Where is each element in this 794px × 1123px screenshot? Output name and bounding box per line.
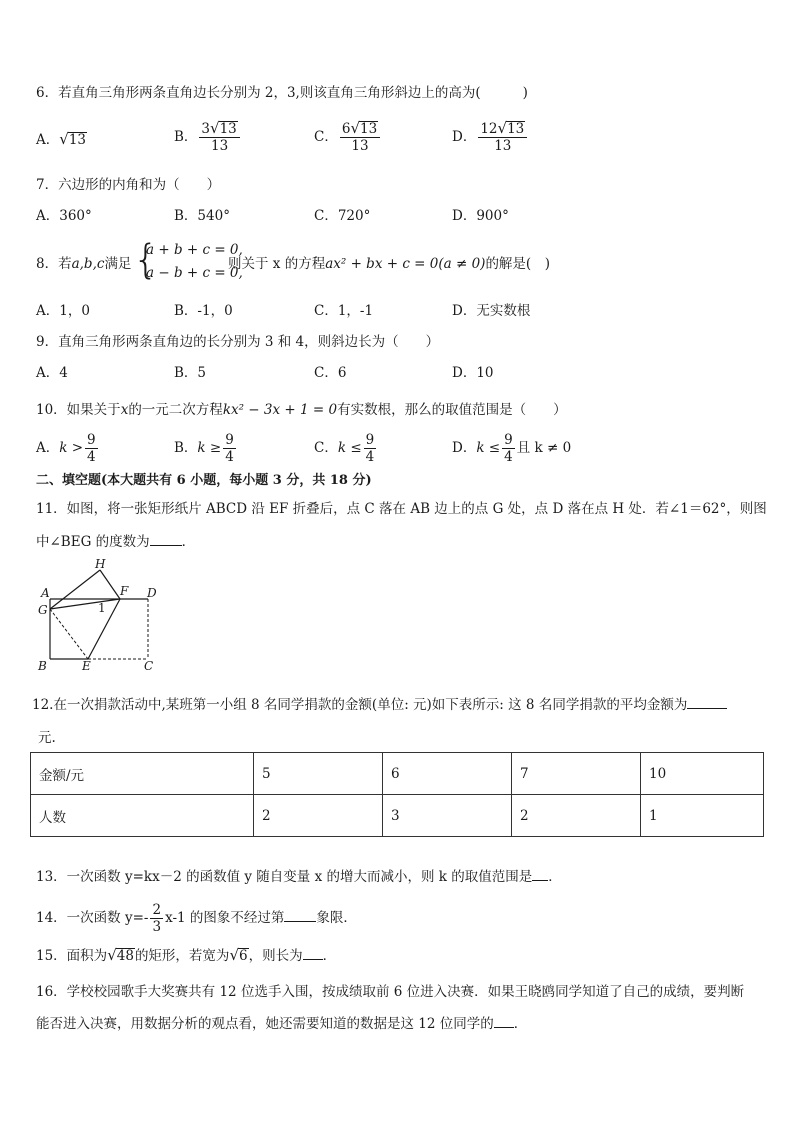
q8-option-c: C．1，-1 (314, 303, 374, 319)
fig-label-1: 1 (98, 601, 106, 615)
fig-edge-ge (50, 609, 88, 659)
q12-line1-text: 12.在一次捐款活动中,某班第一小组 8 名同学捐款的金额(单位: 元)如下表所示: 这 8 名同学捐款的平均金额为 (32, 697, 688, 713)
q6-d-radicand: 13 (507, 121, 525, 137)
q16-line2-text: 能否进入决赛，用数据分析的观点看，她还需要知道的数据是这 12 位同学的 (36, 1016, 494, 1032)
q6-b-radicand: 13 (219, 121, 237, 137)
q10-equation: kx² − 3x + 1 = 0 (222, 402, 338, 418)
q6-a-radicand: 13 (68, 132, 86, 148)
q15-answer-blank (303, 945, 323, 960)
q15-mid: 的矩形，若宽为 (134, 948, 230, 964)
q14-post: x-1 的图象不经过第 (165, 910, 285, 926)
q10-d-den: 4 (504, 449, 513, 465)
q8-eq1: a + b + c = 0, (146, 242, 243, 258)
q14-answer-blank (284, 907, 316, 922)
table-row (31, 753, 764, 795)
q10-option-d (452, 432, 571, 465)
q9-option-c: C．6 (314, 365, 347, 381)
q10-b-den: 4 (225, 449, 234, 465)
q8-brace: { (133, 237, 159, 283)
q16-line1: 16．学校校园歌手大奖赛共有 12 位选手入围，按成绩取前 6 位进入决赛．如果王晓鸥同学知道了自己的成绩，要判断 (36, 984, 745, 1000)
q14-fraction (150, 902, 163, 935)
fig-label-e: E (82, 659, 91, 673)
q6-b-denominator: 13 (211, 138, 229, 154)
q14-num: 2 (152, 902, 162, 918)
q10-d-rel: k ≤ (476, 440, 501, 456)
fig-label-f: F (120, 584, 129, 598)
q8-post1: 则关于 x 的方程 (228, 256, 326, 272)
q13-stem (36, 866, 562, 886)
q13-stem-text: 13．一次函数 y=kx－2 的函数值 y 随自变量 x 的增大而减小，则 k 的取值范围是 (36, 869, 533, 885)
sqrt-symbol: √ (229, 946, 239, 964)
q10-pre: 10．如果关于 (36, 402, 121, 418)
q11-figure (30, 556, 170, 674)
q8-eq2: a − b + c = 0, (146, 265, 243, 281)
table-cell: 2 (512, 795, 641, 837)
q12-line1 (32, 694, 727, 714)
table-cell: 金额/元 (31, 753, 254, 795)
q6-b-fraction (199, 120, 239, 154)
q7-option-a: A．360° (36, 208, 92, 224)
q10-b-num: 9 (225, 432, 234, 448)
q14-end: 象限． (316, 910, 357, 926)
q10-stem (36, 401, 567, 419)
q15-end: ． (322, 948, 337, 964)
q8-equation: ax² + bx + c = 0(a ≠ 0) (325, 256, 486, 272)
q9-option-d: D．10 (452, 365, 494, 381)
q10-c-label: C． (314, 440, 338, 456)
q10-var: x (120, 402, 129, 418)
fig-label-c: C (144, 659, 154, 673)
table-cell: 7 (512, 753, 641, 795)
q11-answer-blank (150, 531, 182, 546)
q10-b-rel: k ≥ (197, 440, 222, 456)
q7-option-d: D．900° (452, 208, 509, 224)
sqrt-symbol: √ (350, 119, 360, 137)
q8-post2: 的解是( ) (485, 256, 550, 272)
q8-option-b: B．-1，0 (174, 303, 233, 319)
q6-option-a (36, 130, 87, 149)
q8-stem-post (228, 255, 550, 273)
q10-b-label: B． (174, 440, 198, 456)
q10-post: 有实数根，那么的取值范围是（ ） (337, 402, 567, 418)
q12-line2: 元. (38, 730, 56, 746)
q10-d-tail: 且 k ≠ 0 (516, 440, 572, 456)
fig-label-d: D (147, 586, 157, 600)
q14-pre: 14．一次函数 y=- (36, 910, 149, 926)
q6-b-coef: 3 (201, 121, 211, 137)
q10-option-b (174, 432, 238, 465)
table-cell: 1 (641, 795, 764, 837)
q14-stem (36, 902, 357, 935)
q6-d-label: D． (452, 129, 477, 145)
fig-edge-hf (100, 570, 120, 599)
q9-option-a: A．4 (36, 365, 68, 381)
q6-stem (36, 84, 528, 102)
q12-answer-blank (687, 694, 727, 709)
q15-rad1: 48 (116, 948, 134, 964)
q10-d-num: 9 (504, 432, 513, 448)
q10-option-c (314, 432, 378, 465)
q11-line1: 11．如图，将一张矩形纸片 ABCD 沿 EF 折叠后，点 C 落在 AB 边上的点 G 处，点 D 落在点 H 处．若∠1＝62°，则图 (36, 501, 767, 517)
q15-pre: 15．面积为 (36, 948, 108, 964)
q16-end: ． (513, 1016, 528, 1032)
q7-option-b: B．540° (174, 208, 230, 224)
q6-c-fraction (340, 120, 380, 154)
sqrt-symbol: √ (210, 119, 220, 137)
q10-a-num: 9 (87, 432, 96, 448)
q6-option-b (174, 120, 242, 154)
table-cell: 10 (641, 753, 764, 795)
table-row (31, 795, 764, 837)
q11-line2-end: ． (181, 534, 196, 550)
q12-donation-table (30, 752, 764, 837)
fig-label-a: A (41, 586, 50, 600)
sqrt-symbol: √ (59, 130, 69, 148)
q8-vars: a,b,c (71, 256, 105, 272)
q8-option-a: A．1，0 (36, 303, 90, 319)
q8-option-d: D．无实数根 (452, 303, 531, 319)
q10-mid: 的一元二次方程 (128, 402, 223, 418)
q8-pre: 8．若 (36, 256, 72, 272)
q6-close: ) (522, 85, 528, 101)
table-cell: 2 (254, 795, 383, 837)
q10-a-den: 4 (87, 449, 96, 465)
q10-a-rel: k > (59, 440, 84, 456)
fig-label-h: H (95, 557, 106, 571)
q10-a-label: A． (36, 440, 60, 456)
q6-stem-text: 6．若直角三角形两条直角边长分别为 2，3,则该直角三角形斜边上的高为( (36, 85, 481, 101)
table-cell: 6 (383, 753, 512, 795)
q6-c-denominator: 13 (351, 138, 369, 154)
q6-b-label: B． (174, 129, 198, 145)
q6-option-d (452, 120, 529, 154)
q8-mid: 满足 (104, 256, 132, 272)
sqrt-symbol: √ (107, 946, 117, 964)
q6-d-denominator: 13 (494, 138, 512, 154)
section-2-heading: 二、填空题(本大题共有 6 小题，每小题 3 分，共 18 分) (36, 473, 372, 488)
q7-stem: 7．六边形的内角和为（ ） (36, 177, 221, 193)
q6-a-label: A． (36, 132, 60, 148)
q15-rad2: 6 (239, 948, 248, 964)
table-cell: 3 (383, 795, 512, 837)
q9-stem: 9．直角三角形两条直角边的长分别为 3 和 4，则斜边长为（ ） (36, 334, 440, 350)
q10-c-den: 4 (365, 449, 375, 465)
fig-label-b: B (38, 659, 47, 673)
q15-post: ，则长为 (248, 948, 303, 964)
q10-option-a (36, 432, 100, 465)
q13-answer-blank (532, 866, 548, 881)
q6-d-coef: 12 (480, 121, 498, 137)
q6-c-coef: 6 (341, 121, 351, 137)
q6-option-c (314, 120, 382, 154)
table-cell: 5 (254, 753, 383, 795)
q10-c-num: 9 (365, 432, 375, 448)
q11-line2 (36, 531, 195, 551)
q10-c-rel: k ≤ (337, 440, 362, 456)
q6-d-fraction (478, 120, 527, 154)
q16-line2 (36, 1013, 527, 1033)
fig-label-g: G (38, 603, 48, 617)
sqrt-symbol: √ (497, 119, 508, 137)
q9-option-b: B．5 (174, 365, 207, 381)
q13-end: ． (548, 869, 562, 885)
q8-stem-pre (36, 255, 131, 273)
q7-option-c: C．720° (314, 208, 371, 224)
q10-d-label: D． (452, 440, 477, 456)
table-cell: 人数 (31, 795, 254, 837)
q14-den: 3 (152, 919, 162, 935)
q16-answer-blank (494, 1013, 514, 1028)
q6-c-radicand: 13 (360, 121, 378, 137)
q6-c-label: C． (314, 129, 338, 145)
q15-stem (36, 945, 336, 965)
q11-line2-text: 中∠BEG 的度数为 (36, 534, 150, 550)
